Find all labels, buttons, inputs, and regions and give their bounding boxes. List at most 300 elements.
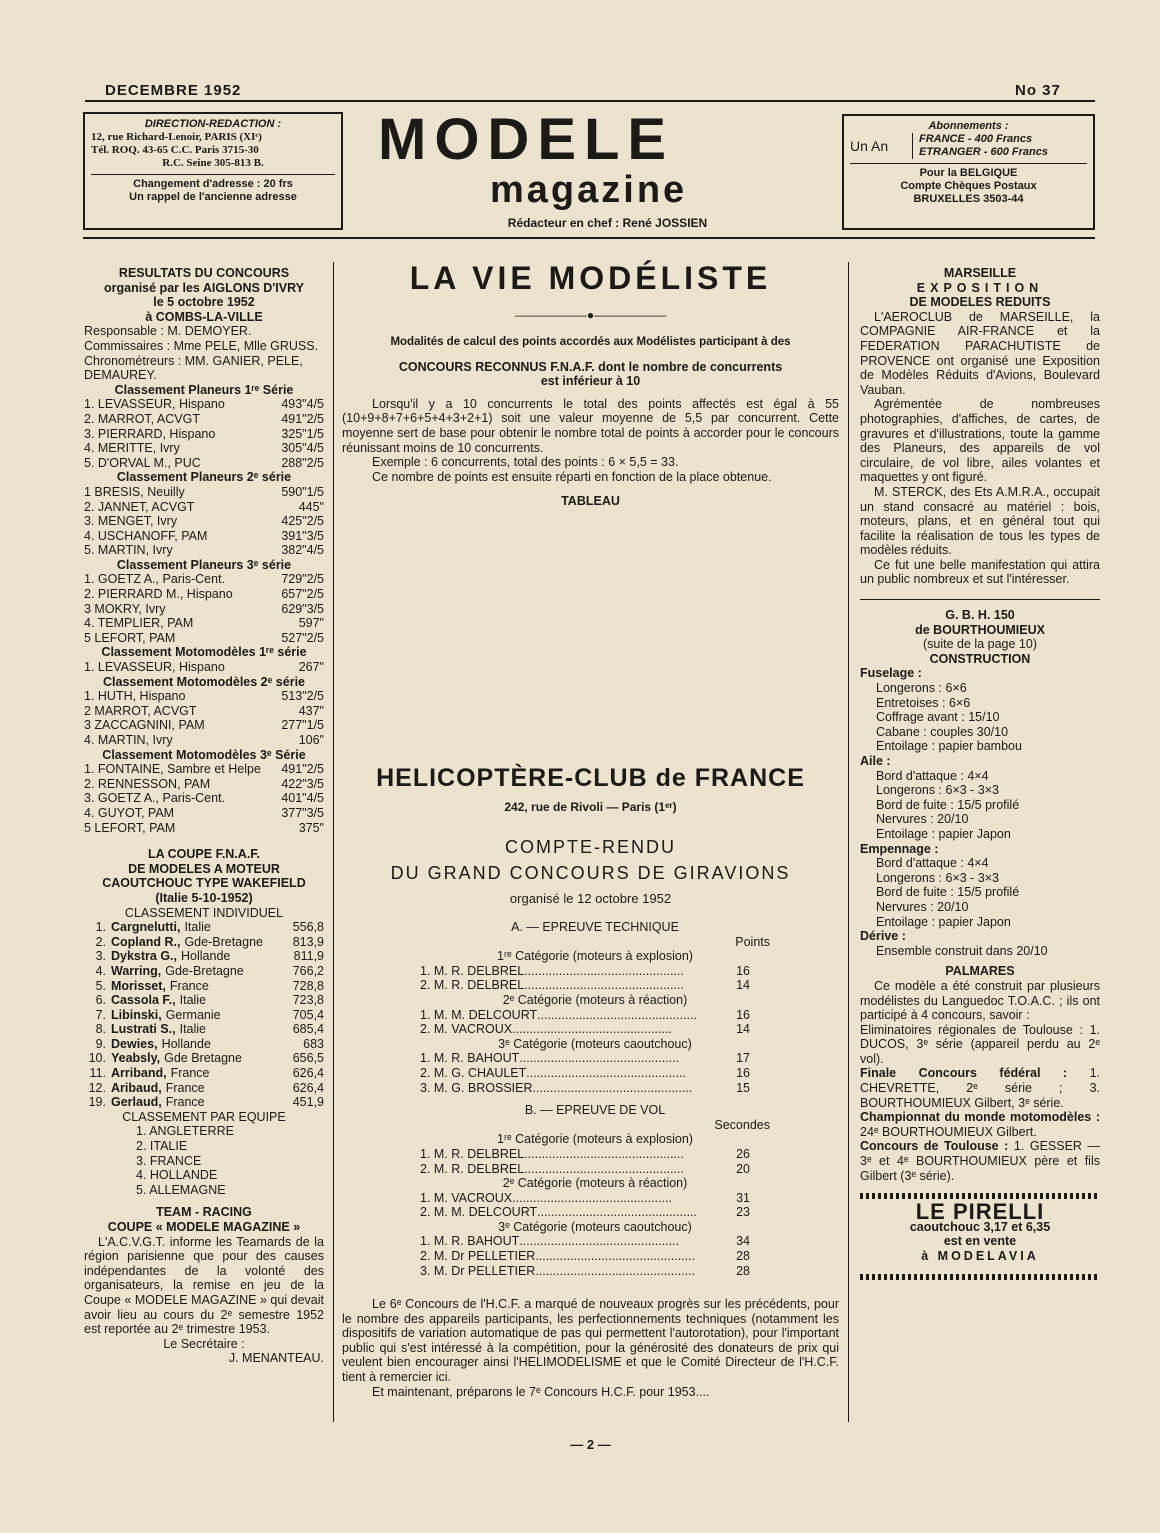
subscription-box <box>842 114 1095 230</box>
result-name: 4. GUYOT, PAM <box>84 805 175 820</box>
coupe-row <box>84 993 324 1008</box>
sub-head: CONCOURS RECONNUS F.N.A.F. dont le nombre de concurrents <box>398 359 783 374</box>
competitor-row <box>420 978 770 993</box>
competitor-row <box>420 1051 770 1066</box>
result-time: 382"4/5 <box>281 543 324 558</box>
country: Gde-Bretagne <box>184 934 263 949</box>
palmares-item <box>860 1139 1100 1183</box>
category-title: 1ʳᵉ Catégorie (moteurs à explosion) <box>497 949 693 964</box>
pirelli-line: à MODELAVIA <box>921 1249 1039 1263</box>
coupe-row <box>84 1095 324 1110</box>
epreuve-b-groups <box>420 1132 770 1278</box>
palmares-detail: 1. GESSER — 3ᵉ et 4ᵉ BOURTHOUMIEUX père et fils Gilbert (3ᵉ série). <box>860 1139 1100 1183</box>
result-time: 491"2/5 <box>281 762 324 777</box>
result-name: 1. FONTAINE, Sambre et Helpe <box>84 762 261 777</box>
rank: 8. <box>95 1022 106 1037</box>
team-rank: 1. ANGLETERRE <box>136 1124 234 1139</box>
seconds-unit: Secondes <box>714 1117 770 1132</box>
dot-leader: .............................................. <box>524 978 684 993</box>
pirelli-line: caoutchouc 3,17 et 6,35 <box>909 1219 1051 1234</box>
rank: 10. <box>88 1051 106 1066</box>
dot-leader: .............................................. <box>526 1065 687 1080</box>
result-time: 597" <box>298 616 324 631</box>
coupe-row <box>84 1037 324 1052</box>
competitor: Lustrati S., <box>111 1022 176 1037</box>
equipe-list <box>84 1124 324 1197</box>
rank: 1. <box>95 920 106 935</box>
score: 685,4 <box>292 1022 324 1037</box>
epreuve-a-groups <box>420 949 770 1095</box>
closing-block <box>342 1297 839 1399</box>
result-row <box>84 791 324 806</box>
result-time: 391"3/5 <box>281 528 324 543</box>
result-time: 288"2/5 <box>281 455 324 470</box>
marseille-text: Ce fut une belle manifestation qui attira un public nombreux et sut l'intéresser. <box>860 557 1100 587</box>
rank: 7. <box>95 1007 106 1022</box>
coupe-head: DE MODELES A MOTEUR <box>128 861 280 876</box>
direction-title: DIRECTION-REDACTION : <box>144 118 282 130</box>
coupe-row <box>84 1051 324 1066</box>
competitor-row <box>420 1147 770 1162</box>
pirelli-line: est en vente <box>943 1234 1017 1249</box>
result-time: 629"3/5 <box>281 601 324 616</box>
report-title-line: COMPTE-RENDU <box>505 837 676 857</box>
competitor-score: 28 <box>736 1249 750 1264</box>
marseille-head: EXPOSITION <box>916 280 1044 295</box>
competitor-score: 23 <box>736 1205 750 1220</box>
competitor-score: 14 <box>736 978 750 993</box>
spec-item: Bord d'attaque : 4×4 <box>876 768 989 783</box>
dot-leader: .............................................. <box>524 1161 684 1176</box>
marseille-text: L'AEROCLUB de MARSEILLE, la COMPAGNIE AIR-FRANCE et la FEDERATION PARACHUTISTE de PROVENCE ont organisé une Exposition de Modèles Réduits d'Avions, Boulevard Vauban. <box>860 309 1100 397</box>
staff-line: Responsable : M. DEMOYER. <box>84 324 252 339</box>
result-time: 267" <box>298 660 324 675</box>
spec-item: Bord de fuite : 15/5 profilé <box>876 797 1020 812</box>
spec-item: Nervures : 20/10 <box>876 899 969 914</box>
result-row <box>84 456 324 471</box>
competitor-name: 1. M. M. DELCOURT <box>420 1007 538 1022</box>
epreuve-a-title: A. — EPREUVE TECHNIQUE <box>511 920 679 934</box>
result-time: 590"1/5 <box>281 484 324 499</box>
dot-leader: .............................................. <box>512 1022 672 1037</box>
result-name: 4. TEMPLIER, PAM <box>84 616 194 631</box>
section-title: LA VIE MODÉLISTE <box>409 260 772 296</box>
competitor-row <box>420 1264 770 1279</box>
result-row <box>84 441 324 456</box>
competitor: Warring, <box>111 963 162 978</box>
masthead-subtitle: magazine <box>490 169 688 211</box>
result-name: 5 LEFORT, PAM <box>84 630 176 645</box>
subscription-title: Abonnements : <box>928 120 1009 132</box>
page-number: — 2 — <box>570 1437 611 1452</box>
result-row <box>84 821 324 836</box>
team-text: L'A.C.V.G.T. informe les Teamards de la région parisienne que pour des causes indépendantes de la volonté des organisateurs, la remise en jeu de la Coupe « MODELE MAGAZINE » qui devait avoir lieu au cours du 2ᵉ semestre 1952 est reportée au 2ᵉ trimestre 1953. <box>84 1234 324 1337</box>
competitor-name: 1. M. R. DELBREL <box>420 963 525 978</box>
result-row <box>84 529 324 544</box>
hcf-address: 242, rue de Rivoli — Paris (1ᵉʳ) <box>504 800 677 814</box>
country: Gde Bretagne <box>164 1051 242 1066</box>
results-head: le 5 octobre 1952 <box>153 295 255 310</box>
rank: 12. <box>88 1080 106 1095</box>
rank: 6. <box>95 993 106 1008</box>
ornament: ——————●—————— <box>514 308 667 322</box>
spec-item: Ensemble construit dans 20/10 <box>876 943 1048 958</box>
palmares-title: PALMARES <box>945 964 1015 979</box>
result-row <box>84 602 324 617</box>
closing-text: Et maintenant, préparons le 7ᵉ Concours H.C.F. pour 1953.... <box>372 1384 710 1399</box>
result-row <box>84 616 324 631</box>
dot-leader: .............................................. <box>519 1234 680 1249</box>
result-row <box>84 412 324 427</box>
results-head: organisé par les AIGLONS D'IVRY <box>103 280 304 295</box>
spec-item: Coffrage avant : 15/10 <box>876 710 1000 725</box>
result-row <box>84 514 324 529</box>
result-time: 513"2/5 <box>281 689 324 704</box>
result-name: 3. GOETZ A., Paris-Cent. <box>84 791 226 806</box>
score: 556,8 <box>292 920 324 935</box>
result-name: 5. MARTIN, Ivry <box>84 543 173 558</box>
palmares-text: Ce modèle a été construit par plusieurs modélistes du Languedoc T.O.A.C. ; ils ont participé à 4 concours, savoir : <box>860 978 1100 1023</box>
spec-item: Entoilage : papier Japon <box>876 826 1011 841</box>
rank: 9. <box>95 1036 106 1051</box>
team-rank: 2. ITALIE <box>136 1139 188 1154</box>
competitor-row <box>420 1249 770 1264</box>
equipe-title: CLASSEMENT PAR EQUIPE <box>122 1109 286 1124</box>
result-row <box>84 689 324 704</box>
competitor-name: 2. M. Dr PELLETIER <box>420 1249 536 1264</box>
result-time: 445" <box>298 499 324 514</box>
palmares-item <box>860 1110 1100 1139</box>
result-name: 3. MENGET, Ivry <box>84 514 178 529</box>
spec-item: Bord d'attaque : 4×4 <box>876 856 989 871</box>
dot-leader: .............................................. <box>537 1205 697 1220</box>
spec-item: Entoilage : papier Japon <box>876 914 1011 929</box>
palmares-list <box>860 1023 1100 1184</box>
coupe-row <box>84 1022 324 1037</box>
team-rank: 3. FRANCE <box>136 1153 202 1168</box>
gbh-head: CONSTRUCTION <box>929 651 1031 666</box>
result-time: 377"3/5 <box>281 805 324 820</box>
country: Italie <box>179 993 207 1008</box>
belgique-line: BRUXELLES 3503-44 <box>913 193 1024 205</box>
category-title: 3ᵉ Catégorie (moteurs caoutchouc) <box>498 1036 692 1051</box>
direction-line: R.C. Seine 305-813 B. <box>162 157 264 169</box>
tableau-label: TABLEAU <box>561 494 620 509</box>
ornament-wave <box>860 1274 1100 1280</box>
competitor-name: 1. M. VACROUX <box>420 1190 513 1205</box>
competitor-name: 1. M. R. BAHOUT <box>420 1234 520 1249</box>
competitor: Yeabsly, <box>111 1051 161 1066</box>
competitor-score: 31 <box>736 1190 750 1205</box>
rank: 3. <box>95 949 106 964</box>
palmares-lead: Concours de Toulouse : <box>860 1139 1009 1154</box>
competitor-score: 28 <box>736 1263 750 1278</box>
issue-date: DECEMBRE 1952 <box>105 82 242 99</box>
palmares-item <box>860 1066 1100 1110</box>
competitor: Dykstra G., <box>111 949 178 964</box>
competitor-score: 16 <box>736 963 750 978</box>
dot-leader: .............................................. <box>535 1263 696 1278</box>
competitor-score: 14 <box>736 1022 750 1037</box>
palmares-item <box>860 1023 1100 1067</box>
result-row <box>84 631 324 646</box>
dot-leader: .............................................. <box>535 1249 696 1264</box>
country: France <box>169 978 209 993</box>
result-row <box>84 660 324 675</box>
result-name: 3 ZACCAGNINI, PAM <box>84 718 205 733</box>
country: Hollande <box>181 949 231 964</box>
paragraph: Lorsqu'il y a 10 concurrents le total des points affectés est égal à 55 (10+9+8+7+6+5+4+3+2+1) soit une valeur moyenne de 5,5 par concurrent. Cette moyenne sert de base pour obtenir le nombre total de points à accorder pour le concours réunissant moins de 10 concurrents. <box>342 396 839 455</box>
dot-leader: .............................................. <box>512 1190 672 1205</box>
direction-line: Tél. ROQ. 43-65 C.C. Paris 3715-30 <box>91 144 259 156</box>
result-name: 1 BRESIS, Neuilly <box>84 484 185 499</box>
gbh-head: G. B. H. 150 <box>945 608 1015 623</box>
category-title: 1ʳᵉ Catégorie (moteurs à explosion) <box>497 1132 693 1147</box>
paragraph: Ce nombre de points est ensuite réparti en fonction de la place obtenue. <box>372 469 772 484</box>
result-name: 4. MARTIN, Ivry <box>84 733 173 747</box>
spec-item: Longerons : 6×6 <box>876 681 967 696</box>
result-row <box>84 777 324 792</box>
report-title-line: DU GRAND CONCOURS DE GIRAVIONS <box>390 863 791 883</box>
results-head: RESULTATS DU CONCOURS <box>118 266 290 280</box>
spec-item: Longerons : 6×3 - 3×3 <box>876 783 1000 798</box>
report-date: organisé le 12 octobre 1952 <box>509 891 672 906</box>
competitor-name: 2. M. R. DELBREL <box>420 978 525 993</box>
category-title: Classement Motomodèles 2ᵉ série <box>103 674 305 689</box>
score: 728,8 <box>292 978 324 993</box>
coupe-head: CLASSEMENT INDIVIDUEL <box>124 905 284 920</box>
gbh-head: (suite de la page 10) <box>923 637 1037 652</box>
competitor-score: 16 <box>736 1007 750 1022</box>
country: France <box>170 1066 210 1081</box>
competitor-row <box>420 964 770 979</box>
coupe-row <box>84 1081 324 1096</box>
competitor: Copland R., <box>111 934 181 949</box>
result-time: 657"2/5 <box>281 587 324 602</box>
result-row <box>84 500 324 515</box>
palmares-detail: Eliminatoires régionales de Toulouse : 1. DUCOS, 3ᵉ série (appareil perdu au 2ᵉ vol). <box>860 1022 1100 1066</box>
competitor: Arriband, <box>111 1066 167 1081</box>
country: France <box>165 1095 205 1110</box>
result-name: 1. HUTH, Hispano <box>84 689 186 704</box>
score: 683 <box>303 1036 324 1051</box>
coupe-row <box>84 920 324 935</box>
competitor-name: 2. M. G. CHAULET <box>420 1065 527 1080</box>
rank: 11. <box>89 1066 106 1081</box>
competitor-row <box>420 1008 770 1023</box>
direction-box <box>83 112 343 230</box>
result-time: 493"4/5 <box>281 397 324 412</box>
country: Hollande <box>161 1036 211 1051</box>
palmares-detail: 1. CHEVRETTE, 2ᵉ série ; 3. BOURTHOUMIEUX Gilbert, 3ᵉ série. <box>860 1066 1100 1110</box>
competitor-row <box>420 1022 770 1037</box>
marseille-text: Agrémentée de nombreuses photographies, d'affiches, de cartes, de gravures et d'illustrations, toute la gamme des Planeurs, des appareils de vol circulaire, de vol libre, ailes volantes et maquettes y ont figuré. <box>860 397 1100 485</box>
score: 723,8 <box>292 993 324 1008</box>
intro-line: Modalités de calcul des points accordés aux Modélistes participant à des <box>390 336 791 348</box>
rank: 4. <box>95 963 106 978</box>
palmares-lead: Finale Concours fédéral : <box>860 1066 1068 1081</box>
spec-item: Entretoises : 6×6 <box>876 695 971 710</box>
result-time: 527"2/5 <box>281 630 324 645</box>
category-title: Classement Planeurs 1ʳᵉ Série <box>114 382 294 397</box>
result-time: 305"4/5 <box>281 441 324 456</box>
result-time: 422"3/5 <box>281 776 324 791</box>
competitor: Cassola F., <box>111 993 176 1008</box>
competitor-score: 26 <box>736 1146 750 1161</box>
result-name: 1. GOETZ A., Paris-Cent. <box>84 572 226 587</box>
team-sign: Le Secrétaire : <box>163 1336 245 1351</box>
competitor: Morisset, <box>111 978 166 993</box>
category-title: Classement Motomodèles 1ʳᵉ série <box>101 645 307 660</box>
results-hcf <box>420 920 770 1278</box>
pirelli-title: LE PIRELLI <box>915 1199 1045 1225</box>
result-name: 1. LEVASSEUR, Hispano <box>84 397 225 412</box>
epreuve-b-title: B. — EPREUVE DE VOL <box>524 1103 666 1118</box>
result-name: 5 LEFORT, PAM <box>84 820 176 835</box>
category-title: Classement Planeurs 2ᵉ série <box>116 470 292 485</box>
result-name: 3. PIERRARD, Hispano <box>84 426 216 441</box>
un-an-label: Un An <box>850 137 889 154</box>
masthead-title: MODELE <box>378 107 675 172</box>
result-time: 437" <box>298 703 324 718</box>
coupe-head: LA COUPE F.N.A.F. <box>147 847 261 862</box>
right-column <box>860 266 1100 1280</box>
spec-item: Nervures : 20/10 <box>876 812 969 827</box>
team-head: TEAM - RACING <box>156 1205 252 1220</box>
closing-text: Le 6ᵉ Concours de l'H.C.F. a marqué de nouveaux progrès sur les précédents, pour le nombre des appareils participants, les perfectionnements techniques (notamment les dispositifs de variation automatique de pas qui permettent l'autorotation), pour l'important public qui s'est intéressé à la compétition, pour la générosité des donateurs de prix qui veulent bien encourager ainsi l'HELIMODELISME et que le Comité Directeur de l'H.C.F. tient à remercier ici. <box>342 1297 839 1384</box>
competitor: Dewies, <box>111 1036 158 1051</box>
dot-leader: .............................................. <box>532 1080 693 1095</box>
score: 656,5 <box>292 1051 324 1066</box>
score: 705,4 <box>292 1007 324 1022</box>
competitor: Libinski, <box>111 1007 162 1022</box>
competitor-score: 17 <box>736 1051 750 1066</box>
coupe-row <box>84 979 324 994</box>
country: Italie <box>184 920 211 935</box>
competitor-name: 2. M. R. DELBREL <box>420 1161 525 1176</box>
palmares-lead: Championnat du monde motomodèles : <box>860 1110 1100 1125</box>
result-name: 3 MOKRY, Ivry <box>84 601 166 616</box>
result-name: 5. D'ORVAL M., PUC <box>84 455 201 470</box>
points-unit: Points <box>735 934 770 949</box>
team-rank: 4. HOLLANDE <box>136 1168 218 1183</box>
competitor-row <box>420 1191 770 1206</box>
result-name: 2. JANNET, ACVGT <box>84 499 195 514</box>
result-row <box>84 806 324 821</box>
price-etranger: ETRANGER - 600 Francs <box>919 146 1048 158</box>
result-row <box>84 485 324 500</box>
spec-item: Longerons : 6×3 - 3×3 <box>876 870 1000 885</box>
team-sign: J. MENANTEAU. <box>228 1351 324 1366</box>
country: Gde-Bretagne <box>165 963 244 978</box>
competitor-name: 2. M. M. DELCOURT <box>420 1205 538 1220</box>
score: 766,2 <box>292 963 324 978</box>
country: Italie <box>179 1022 206 1037</box>
spec-title: Dérive : <box>860 929 906 944</box>
competitor-row <box>420 1234 770 1249</box>
change-address-line: Un rappel de l'ancienne adresse <box>129 191 297 203</box>
result-name: 2. MARROT, ACVGT <box>84 411 200 426</box>
results-head: à COMBS-LA-VILLE <box>145 309 263 324</box>
spec-title: Fuselage : <box>860 666 922 681</box>
category-title: 3ᵉ Catégorie (moteurs caoutchouc) <box>498 1219 692 1234</box>
result-name: 4. USCHANOFF, PAM <box>84 528 208 543</box>
coupe-row <box>84 1066 324 1081</box>
result-row <box>84 427 324 442</box>
header-rule <box>85 100 1095 102</box>
marseille-text: M. STERCK, des Ets A.M.R.A., occupait un stand consacré au matériel : bois, moteurs, plans, et en général tout qui facilite la réalisation de tous les types de modèles réduits. <box>860 484 1100 558</box>
spec-item: Bord de fuite : 15/5 profilé <box>876 885 1020 900</box>
belgique-line: Compte Chèques Postaux <box>900 180 1037 192</box>
score: 451,9 <box>292 1095 324 1110</box>
competitor-score: 15 <box>736 1080 750 1095</box>
competitor-row <box>420 1205 770 1220</box>
coupe-row <box>84 964 324 979</box>
direction-line: 12, rue Richard-Lenoir, PARIS (XIᵉ) <box>91 131 262 143</box>
result-name: 2. PIERRARD M., Hispano <box>84 587 233 602</box>
result-row <box>84 587 324 602</box>
result-row <box>84 572 324 587</box>
result-row <box>84 762 324 777</box>
dot-leader: .............................................. <box>524 1146 684 1161</box>
result-time: 106" <box>298 733 324 747</box>
country: Germanie <box>165 1007 221 1022</box>
result-time: 375" <box>298 820 324 835</box>
competitor: Cargnelutti, <box>111 920 181 935</box>
dot-leader: .............................................. <box>519 1051 680 1066</box>
team-head: COUPE « MODELE MAGAZINE » <box>107 1220 301 1234</box>
competitor-score: 16 <box>736 1065 750 1080</box>
marseille-head: DE MODELES REDUITS <box>909 295 1051 310</box>
competitor-score: 20 <box>736 1161 750 1176</box>
competitor-name: 1. M. R. DELBREL <box>420 1146 525 1161</box>
competitor-score: 34 <box>736 1234 750 1249</box>
competitor: Aribaud, <box>111 1080 162 1095</box>
spec-title: Aile : <box>860 754 891 768</box>
results-sections <box>84 383 324 835</box>
paragraph: Exemple : 6 concurrents, total des points : 6 × 5,5 = 33. <box>372 455 679 470</box>
competitor-name: 2. M. VACROUX <box>420 1022 513 1037</box>
result-time: 491"2/5 <box>281 411 324 426</box>
coupe-row <box>84 935 324 950</box>
staff-line: Chronométreurs : MM. GANIER, PELE, DEMAUREY. <box>84 353 303 383</box>
hcf-title: HELICOPTÈRE-CLUB de FRANCE <box>376 764 805 792</box>
rank: 2. <box>95 934 106 949</box>
marseille-head: MARSEILLE <box>943 266 1017 280</box>
category-title: 2ᵉ Catégorie (moteurs à réaction) <box>502 992 688 1007</box>
palmares-detail: 24ᵉ BOURTHOUMIEUX Gilbert. <box>860 1124 1037 1139</box>
header-bottom-rule <box>83 237 1095 239</box>
score: 813,9 <box>292 934 324 949</box>
result-time: 729"2/5 <box>281 572 324 587</box>
change-address-line: Changement d'adresse : 20 frs <box>133 178 293 190</box>
competitor-name: 3. M. Dr PELLETIER <box>420 1263 536 1278</box>
result-row <box>84 543 324 558</box>
result-time: 325"1/5 <box>281 426 324 441</box>
coupe-row <box>84 949 324 964</box>
competitor-row <box>420 1066 770 1081</box>
divider <box>860 599 1100 600</box>
left-column <box>84 266 324 1366</box>
country: France <box>165 1080 205 1095</box>
price-france: FRANCE - 400 Francs <box>919 133 1033 145</box>
dot-leader: .............................................. <box>537 1007 697 1022</box>
score: 626,4 <box>292 1080 324 1095</box>
result-time: 401"4/5 <box>281 791 324 806</box>
rank: 19. <box>88 1095 106 1110</box>
result-row <box>84 704 324 719</box>
report-title <box>342 834 839 886</box>
